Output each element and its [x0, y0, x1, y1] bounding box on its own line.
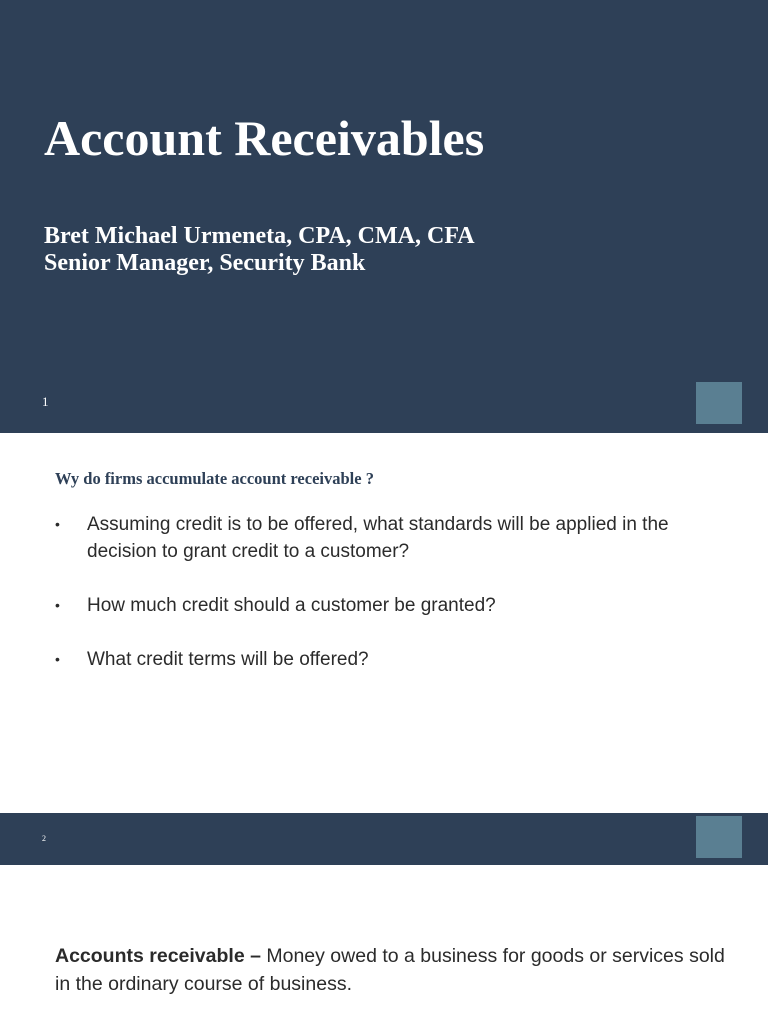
content-slide [0, 433, 768, 813]
bullet-icon: • [55, 597, 60, 613]
bullet-icon: • [55, 651, 60, 667]
bullet-text: Assuming credit is to be offered, what standards will be applied in the decision to grant credit to a customer? [87, 514, 669, 562]
definition-text: Money owed to a business for goods or services sold in the ordinary course of business. [55, 945, 725, 995]
list-item [55, 592, 715, 619]
bullet-text: How much credit should a customer be granted? [87, 595, 496, 616]
list-item [55, 511, 715, 565]
bullet-text: What credit terms will be offered? [87, 649, 369, 670]
bullet-icon: • [55, 516, 60, 532]
accent-square [696, 816, 742, 858]
bullet-list [55, 511, 715, 700]
accent-square [696, 382, 742, 424]
definition-term: Accounts receivable – [55, 945, 261, 967]
presenter-role: Senior Manager, Security Bank [44, 250, 366, 276]
presenter-name: Bret Michael Urmeneta, CPA, CMA, CFA [44, 223, 475, 249]
presenter-info [44, 223, 475, 277]
slide-number: 1 [42, 394, 49, 409]
footer-band [0, 813, 768, 865]
list-item [55, 646, 715, 673]
definition-paragraph [55, 942, 735, 998]
title-slide [0, 0, 768, 433]
definition-slide [0, 865, 768, 1024]
slide-title: Account Receivables [44, 110, 485, 166]
slide-number: 2 [42, 834, 46, 843]
slide-heading: Wy do firms accumulate account receivable ? [55, 469, 374, 488]
